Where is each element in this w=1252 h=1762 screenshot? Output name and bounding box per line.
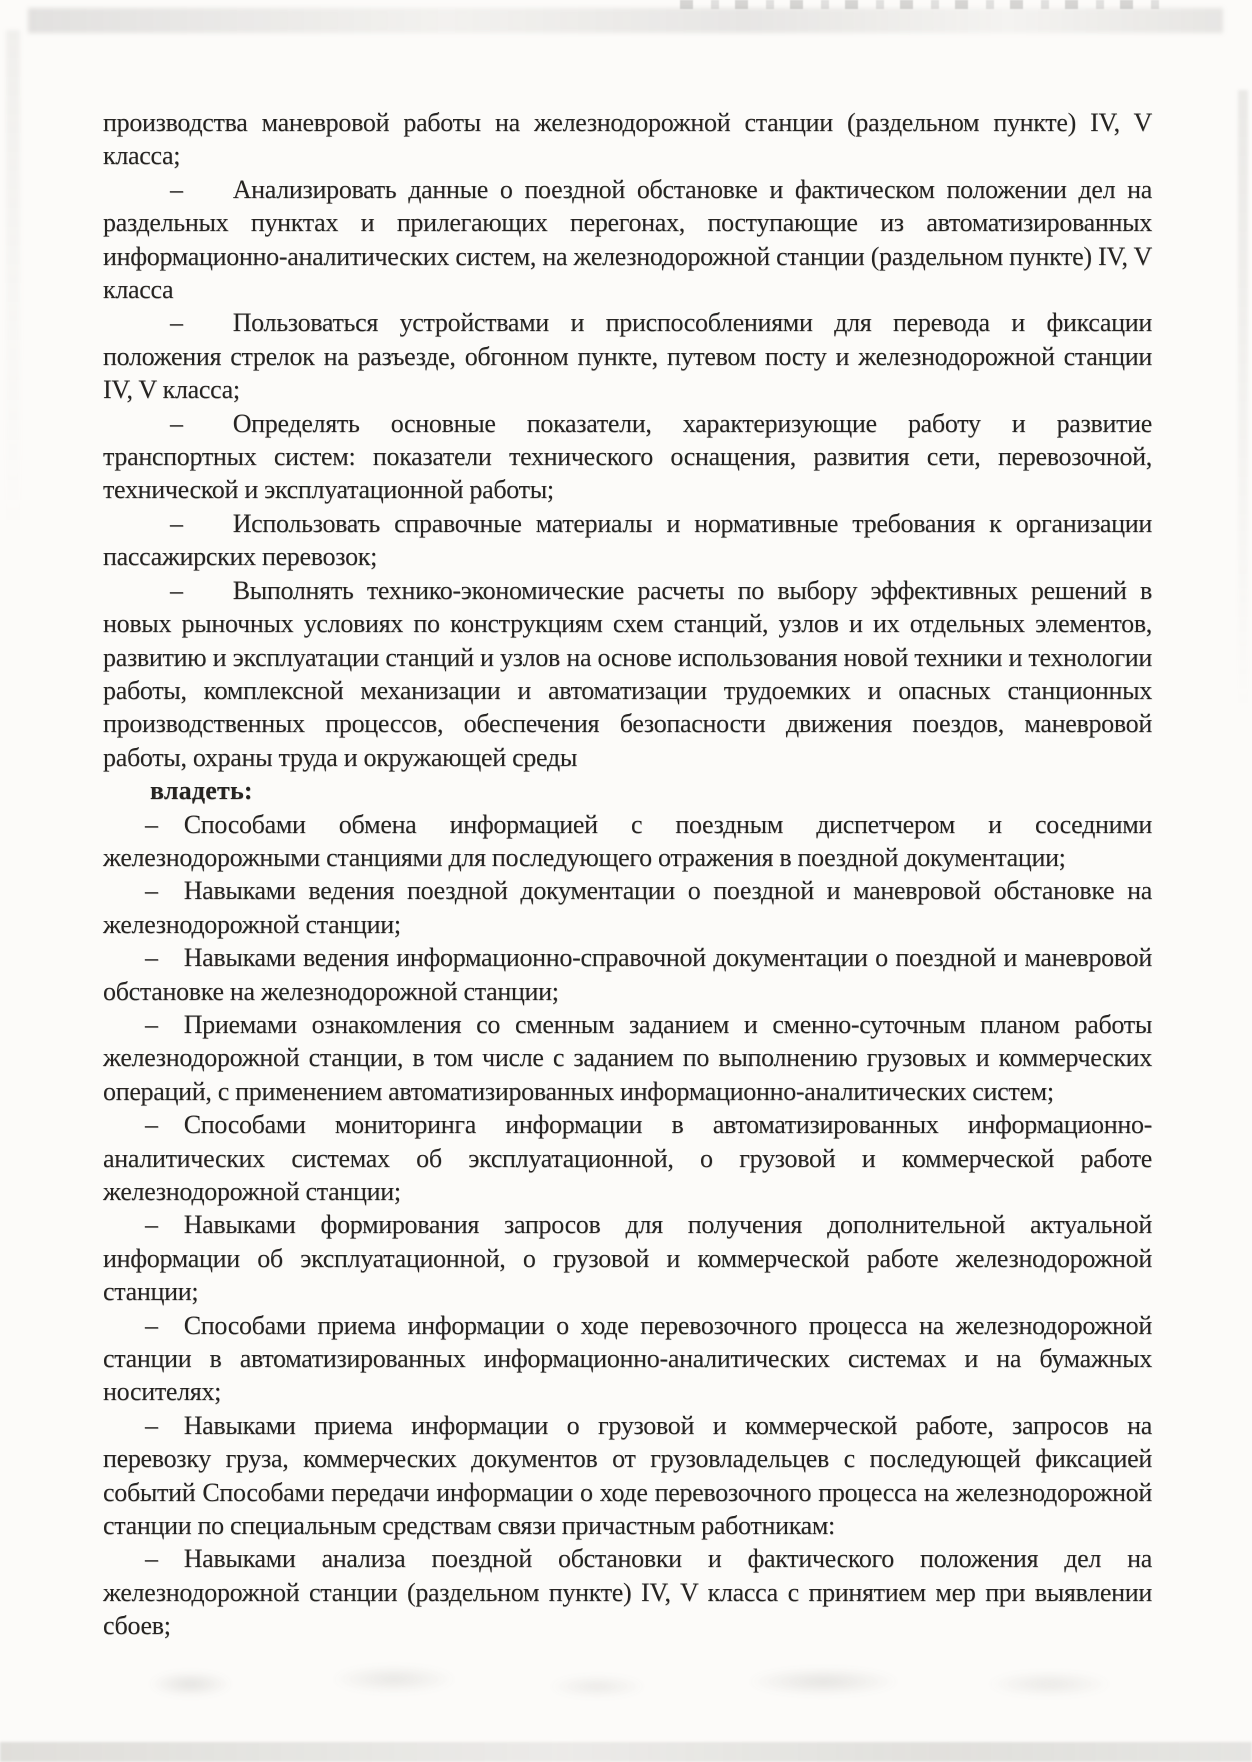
- possess-list: [103, 808, 1152, 1643]
- list-item-text: Навыками формирования запросов для получения дополнительной актуальной информации об эксплуатационной, о грузовой и коммерческой работе железнодорожной станции;: [103, 1210, 1152, 1307]
- list-item-text: Пользоваться устройствами и приспособлениями для перевода и фиксации положения стрелок на разъезде, обгонном пункте, путевом посту и железнодорожной станции IV, V класса;: [103, 308, 1152, 405]
- list-item-text: Использовать справочные материалы и нормативные требования к организации пассажирских перевозок;: [103, 508, 1152, 572]
- list-item-text: Навыками анализа поездной обстановки и фактического положения дел на железнодорожной станции (раздельном пункте) IV, V класса с принятием мер при выявлении сбоев;: [103, 1544, 1152, 1641]
- list-item-text: Навыками ведения информационно-справочной документации о поездной и маневровой обстановке на железнодорожной станции;: [103, 943, 1152, 1006]
- list-item-text: Навыками приема информации о грузовой и коммерческой работе, запросов на перевозку груза, коммерческих документов от грузовладельцев с последующей фиксацией событий Способами передачи информации о ходе перевозочного процесса на железнодорожной станции по специальным средствам связи причастным работникам:: [103, 1410, 1152, 1541]
- section-heading: владеть:: [150, 776, 253, 806]
- list-item-text: Способами мониторинга информации в автоматизированных информационно-аналитических системах об эксплуатационной, о грузовой и коммерческой работе железнодорожной станции;: [103, 1110, 1152, 1206]
- scan-artifact-right-streak: [1238, 90, 1248, 710]
- list-item-text: Приемами ознакомления со сменным заданием и сменно-суточным планом работы железнодорожной станции, в том числе с заданием по выполнению грузовых и коммерческих операций, с применением автоматизированных информационно-аналитических систем;: [103, 1009, 1152, 1106]
- bullet-marker: –: [145, 1009, 158, 1039]
- scan-artifact-top-dashes: [680, 0, 1160, 9]
- list-item-text: Выполнять технико-экономические расчеты по выбору эффективных решений в новых рыночных условиях по конструкциям схем станций, узлов и их отдельных элементов, развитию и эксплуатации станций и узлов на основе использования новой техники и технологии работы, комплексной механизации и автоматизации трудоемких и опасных станционных производственных процессов, обеспечения безопасности движения поездов, маневровой работы, охраны труда и окружающей среды: [103, 575, 1152, 772]
- bullet-marker: –: [170, 308, 183, 338]
- bullet-marker: –: [145, 1310, 158, 1340]
- bullet-marker: –: [145, 876, 158, 906]
- list-item: [103, 173, 1152, 307]
- skills-list: [103, 173, 1152, 774]
- bullet-marker: –: [170, 408, 183, 438]
- bullet-marker: –: [145, 809, 158, 839]
- bullet-marker: –: [145, 1210, 158, 1240]
- list-item: [103, 507, 1152, 574]
- list-item-text: Анализировать данные о поездной обстановке и фактическом положении дел на раздельных пунктах и прилегающих перегонах, поступающие из автоматизированных информационно-аналитических систем, на железнодорожной станции (раздельном пункте) IV, V класса: [103, 174, 1152, 305]
- list-item-text: Определять основные показатели, характеризующие работу и развитие транспортных систем: показатели технического оснащения, развития сети, перевозочной, технической и эксплуатационной работы;: [103, 408, 1152, 505]
- bullet-marker: –: [170, 508, 183, 538]
- list-item: [103, 1409, 1152, 1543]
- scan-artifact-bottom-band: [0, 1742, 1252, 1762]
- list-item: [103, 1542, 1152, 1642]
- list-item: [103, 1309, 1152, 1409]
- list-item: [103, 1108, 1152, 1208]
- continuation-paragraph: производства маневровой работы на железнодорожной станции (раздельном пункте) IV, V класса;: [103, 108, 1152, 171]
- scan-artifact-bottom-smudge: [55, 1660, 1185, 1708]
- list-item-text: Навыками ведения поездной документации о поездной и маневровой обстановке на железнодорожной станции;: [103, 876, 1152, 939]
- bullet-marker: –: [145, 1110, 158, 1140]
- scan-artifact-left-streak: [6, 30, 20, 530]
- list-item: [103, 941, 1152, 1008]
- bullet-marker: –: [145, 943, 158, 973]
- bullet-marker: –: [170, 575, 183, 605]
- list-item-text: Способами обмена информацией с поездным диспетчером и соседними железнодорожными станциями для последующего отражения в поездной документации;: [103, 809, 1152, 872]
- list-item: [103, 407, 1152, 507]
- bullet-marker: –: [170, 174, 183, 204]
- list-item: [103, 574, 1152, 774]
- list-item: [103, 306, 1152, 406]
- list-item: [103, 1008, 1152, 1108]
- list-item: [103, 1208, 1152, 1308]
- list-item-text: Способами приема информации о ходе перевозочного процесса на железнодорожной станции в автоматизированных информационно-аналитических системах и на бумажных носителях;: [103, 1310, 1152, 1407]
- bullet-marker: –: [145, 1544, 158, 1574]
- document-text-block: [103, 106, 1152, 1643]
- bullet-marker: –: [145, 1410, 158, 1440]
- scan-artifact-top-band: [28, 8, 1223, 33]
- list-item: [103, 808, 1152, 875]
- list-item: [103, 874, 1152, 941]
